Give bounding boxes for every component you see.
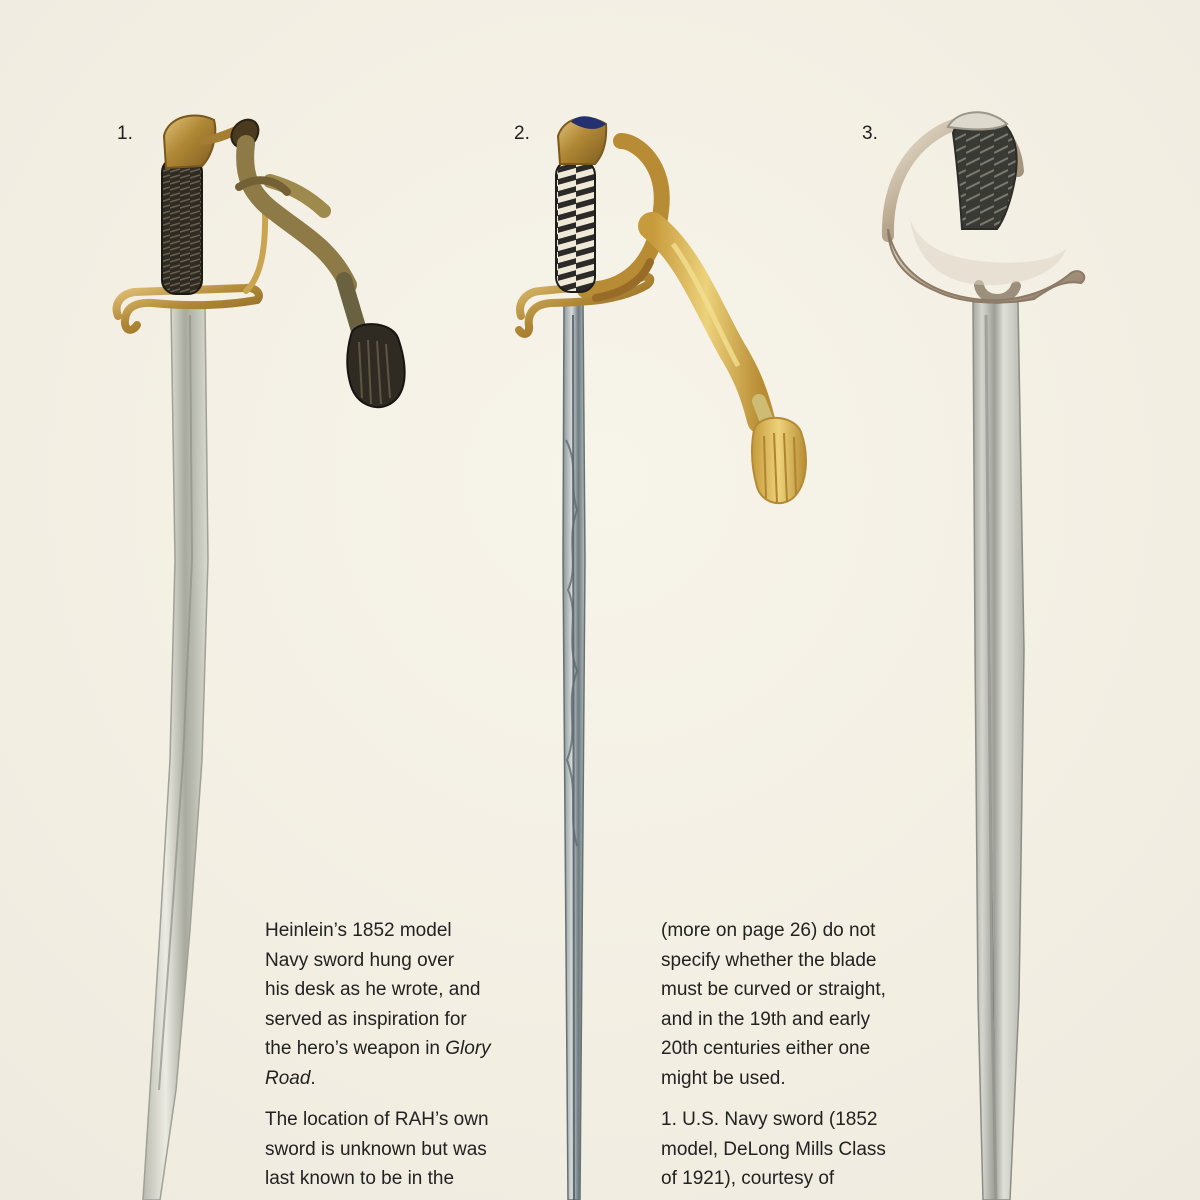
caption-right-line-9: of 1921), courtesy of — [661, 1168, 835, 1189]
caption-left-line-2: Navy sword hung over — [265, 949, 455, 971]
book-title-line-2: Road — [265, 1067, 311, 1089]
caption-left-line-4: served as inspiration for — [265, 1008, 467, 1030]
caption-right-line-3: must be curved or straight, — [661, 979, 886, 1000]
caption-right-line-6: might be used. — [661, 1067, 786, 1089]
caption-left-paragraph-1 — [265, 916, 515, 1093]
sword-2-label: 2. — [514, 123, 530, 144]
caption-right-line-4: and in the 19th and early — [661, 1008, 871, 1030]
sword-3-label: 3. — [862, 123, 878, 144]
caption-left-line-7: The location of RAH’s own — [265, 1109, 489, 1130]
caption-right-paragraph-1 — [661, 916, 931, 1093]
caption-left-line-1: Heinlein’s 1852 model — [265, 920, 452, 941]
caption-right-line-2: specify whether the blade — [661, 949, 877, 971]
caption-left-period: . — [310, 1067, 316, 1089]
caption-left-line-5: the hero’s weapon in — [265, 1038, 446, 1059]
caption-left-paragraph-2 — [265, 1105, 515, 1194]
caption-left-line-3: his desk as he wrote, and — [265, 979, 481, 1000]
caption-right-line-5: 20th centuries either one — [661, 1038, 871, 1059]
caption-right — [661, 916, 931, 1200]
caption-right-paragraph-2 — [661, 1105, 931, 1194]
book-title-line-1: Glory — [445, 1038, 491, 1059]
caption-left-line-9: last known to be in the — [265, 1168, 455, 1189]
caption-right-line-7: 1. U.S. Navy sword (1852 — [661, 1109, 878, 1130]
caption-right-line-1: (more on page 26) do not — [661, 920, 876, 941]
caption-right-line-8: model, DeLong Mills Class — [661, 1138, 886, 1160]
sword-1-label: 1. — [117, 123, 133, 144]
caption-left-line-8: sword is unknown but was — [265, 1138, 487, 1160]
caption-left — [265, 916, 515, 1200]
